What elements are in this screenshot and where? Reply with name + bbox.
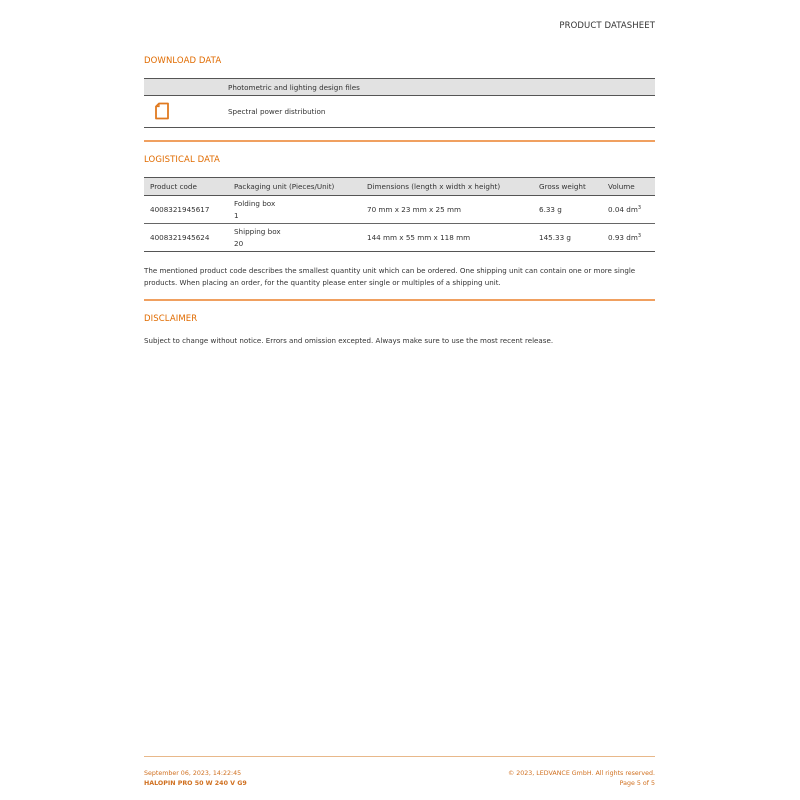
table-row	[144, 196, 655, 224]
packaging-type: Shipping box	[234, 227, 281, 236]
table-row	[144, 224, 655, 252]
gross-weight: 145.33 g	[539, 233, 571, 242]
footer-divider	[144, 756, 655, 757]
packaging-type: Folding box	[234, 199, 276, 208]
footer-page-number: Page 5 of 5	[619, 780, 655, 787]
footer-copyright: © 2023, LEDVANCE GmbH. All rights reserved.	[507, 770, 655, 777]
download-table-header	[144, 79, 655, 96]
datasheet-page	[144, 0, 655, 800]
col-dimensions: Dimensions (length x width x height)	[367, 182, 501, 191]
dimensions: 70 mm x 23 mm x 25 mm	[367, 205, 461, 214]
col-volume: Volume	[608, 182, 635, 191]
logistics-note: The mentioned product code describes the smallest quantity unit which can be ordered. One shipping unit can contain one or more single products. When placing an order, for the quantity please enter single or multiples of a shipping unit.	[144, 266, 636, 287]
gross-weight: 6.33 g	[539, 205, 562, 214]
download-header-label: Photometric and lighting design files	[228, 82, 360, 92]
col-gross-weight: Gross weight	[539, 182, 586, 191]
col-packaging-unit: Packaging unit (Pieces/Unit)	[234, 182, 335, 191]
document-type-label: PRODUCT DATASHEET	[559, 21, 655, 31]
download-data-title: DOWNLOAD DATA	[144, 56, 222, 66]
pieces: 20	[234, 239, 244, 248]
logistical-data-table	[144, 177, 655, 252]
footer-left	[144, 769, 247, 789]
dimensions: 144 mm x 55 mm x 118 mm	[367, 233, 471, 242]
logistical-table-header	[144, 178, 655, 196]
pieces: 1	[234, 211, 239, 220]
volume: 0.04 $dm^3$	[608, 205, 642, 214]
footer-product-name: HALOPIN PRO 50 W 240 V G9	[144, 780, 247, 787]
product-code: 4008321945624	[150, 233, 210, 242]
disclaimer-text: Subject to change without notice. Errors and omission excepted. Always make sure to use the most recent release.	[144, 336, 554, 345]
packaging-unit	[234, 196, 367, 224]
footer-datetime: September 06, 2023, 14:22:45	[144, 770, 242, 777]
product-code: 4008321945617	[150, 205, 210, 214]
download-item-row[interactable]	[144, 96, 655, 128]
packaging-unit	[234, 224, 367, 252]
document-icon[interactable]	[154, 113, 170, 122]
download-item-label[interactable]: Spectral power distribution	[228, 107, 326, 116]
volume: 0.93 $dm^3$	[608, 233, 642, 242]
disclaimer-title: DISCLAIMER	[144, 314, 198, 324]
section-divider	[144, 299, 655, 301]
logistical-data-title: LOGISTICAL DATA	[144, 155, 220, 165]
download-data-table	[144, 78, 655, 128]
footer-right	[508, 769, 655, 789]
section-divider	[144, 140, 655, 142]
col-product-code: Product code	[150, 182, 197, 191]
